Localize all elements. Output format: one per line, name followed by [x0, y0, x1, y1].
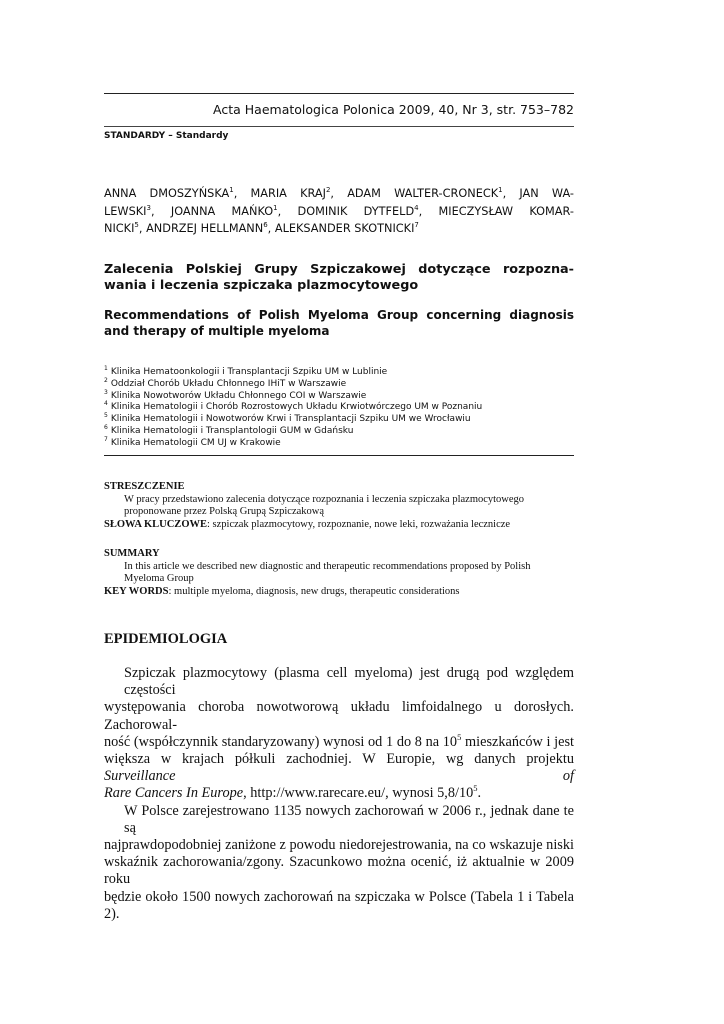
affiliation-item [104, 435, 574, 450]
paragraph-1-line-5-tail: . [477, 785, 482, 802]
paragraph-1-line-1: Szpiczak plazmocytowy (plasma cell myeloma) jest drugą pod względem częstości [124, 665, 574, 699]
superscript: 5 [473, 783, 478, 794]
author-text: , ANDRZEJ HELLMANN [138, 222, 264, 235]
epidemiology-body [104, 665, 574, 923]
paragraph-1-line-3-tail: mieszkańców i jest [461, 733, 574, 750]
affiliation-marker: 1 [229, 186, 234, 195]
epidemiology-heading: EPIDEMIOLOGIA [104, 631, 228, 647]
author-text: LEWSKI [104, 204, 147, 218]
affiliation-item [104, 388, 574, 403]
author-text: NICKI [104, 222, 135, 235]
author-text: , MIECZYSŁAW KOMAR- [418, 204, 574, 218]
title-polish [104, 262, 574, 294]
affiliation-text: Klinika Hematologii i Transplantologii GUM w Gdańsku [110, 425, 354, 436]
keywords-english-label: KEY WORDS [104, 586, 169, 598]
affiliation-marker: 4 [414, 203, 419, 212]
project-name-part-2: Rare Cancers In Europe [104, 785, 244, 802]
affiliation-number: 2 [104, 376, 108, 384]
author-text: , JOANNA MAŃKO [150, 204, 274, 218]
affiliation-item [104, 414, 574, 426]
keywords-polish-text: : szpiczak plazmocytowy, rozpoznanie, nowe leki, rozważania lecznicze [207, 519, 511, 531]
affiliations-rule [104, 455, 574, 456]
keywords-english-text: : multiple myeloma, diagnosis, new drugs, therapeutic considerations [168, 586, 460, 598]
paragraph-2-line-2: najprawdopodobniej zaniżone z powodu niedorejestrowania, na co wskazuje niski [104, 837, 574, 854]
abstract-english-heading: SUMMARY [104, 548, 160, 559]
affiliation-text: Klinika Hematologii CM UJ w Krakowie [110, 437, 281, 448]
paragraph-2 [104, 803, 574, 923]
title-english [104, 308, 574, 339]
title-english-line-2: and therapy of multiple myeloma [104, 323, 330, 338]
paragraph-1-line-4 [104, 751, 574, 785]
affiliation-number: 7 [104, 435, 108, 443]
affiliation-item [104, 402, 574, 414]
author-line [104, 203, 574, 221]
title-polish-line-2: wania i leczenia szpiczaka plazmocytowego [104, 278, 419, 293]
author-text: , JAN WA- [502, 187, 574, 200]
keywords-english [104, 586, 574, 599]
abstract-english-line-1: In this article we described new diagnostic and therapeutic recommendations proposed by Polish [124, 560, 531, 572]
title-english-line-1: Recommendations of Polish Myeloma Group concerning diagnosis [104, 308, 574, 322]
author-text: , ALEKSANDER SKOTNICKI [267, 222, 415, 235]
affiliation-text: Oddział Chorób Układu Chłonnego IHiT w Warszawie [110, 378, 347, 389]
affiliation-marker: 1 [273, 203, 278, 212]
paragraph-1 [104, 665, 574, 803]
abstract-english-body [104, 561, 564, 586]
author-text: ANNA DMOSZYŃSKA [104, 187, 230, 200]
paragraph-1-line-4-text: większa w krajach półkuli zachodniej. W Europie, wg danych projektu [104, 751, 574, 768]
author-line [104, 185, 574, 203]
affiliation-text: Klinika Hematologii i Chorób Rozrostowych Układu Krwiotwórczego UM w Poznaniu [110, 402, 483, 413]
journal-reference: Acta Haematologica Polonica 2009, 40, Nr 3, str. 753–782 [213, 102, 574, 117]
section-tag: STANDARDY – Standardy [104, 131, 229, 141]
affiliation-marker: 5 [134, 221, 139, 230]
affiliation-number: 1 [104, 365, 108, 372]
superscript: 5 [457, 732, 462, 743]
paragraph-1-line-2: występowania choroba nowotworową układu limfoidalnego u dorosłych. Zachorowal- [104, 699, 574, 733]
paragraph-1-line-5 [104, 785, 574, 802]
project-name-part-1: Surveillance of [104, 768, 574, 785]
author-text: , ADAM WALTER-CRONECK [330, 187, 499, 200]
author-text: , DOMINIK DYTFELD [277, 204, 415, 218]
affiliation-number: 5 [104, 412, 108, 420]
abstract-english-line-2: Myeloma Group [124, 573, 194, 585]
header-top-rule [104, 93, 574, 94]
title-polish-line-1: Zalecenia Polskiej Grupy Szpiczakowej dotyczące rozpozna- [104, 262, 574, 277]
author-text: , MARIA KRAJ [233, 187, 326, 200]
abstract-polish-line-2: proponowane przez Polską Grupą Szpiczakową [124, 506, 325, 518]
affiliation-marker: 7 [414, 221, 419, 230]
paragraph-2-line-1: W Polsce zarejestrowano 1135 nowych zachorowań w 2006 r., jednak dane te są [124, 802, 574, 836]
abstract-english [104, 548, 574, 599]
affiliation-marker: 1 [498, 186, 503, 195]
keywords-polish-label: SŁOWA KLUCZOWE [104, 519, 207, 531]
abstract-polish [104, 481, 574, 532]
affiliation-text: Klinika Nowotworów Układu Chłonnego COI w Warszawie [110, 390, 367, 401]
paragraph-2-line-3: wskaźnik zachorowania/zgony. Szacunkowo można ocenić, iż aktualnie w 2009 roku [104, 854, 574, 888]
abstract-polish-body [104, 494, 564, 519]
affiliation-item [104, 376, 574, 391]
abstract-polish-heading: STRESZCZENIE [104, 481, 185, 492]
affiliation-item [104, 367, 574, 379]
affiliation-item [104, 423, 574, 438]
affiliations-list [104, 367, 574, 450]
paragraph-1-line-3-text: ność (współczynnik standaryzowany) wynosi od 1 do 8 na 10 [104, 733, 458, 750]
affiliation-number: 4 [104, 400, 108, 408]
affiliation-marker: 6 [263, 221, 268, 230]
author-list [104, 185, 574, 238]
affiliation-marker: 3 [146, 203, 151, 212]
keywords-polish [104, 519, 574, 532]
affiliation-text: Klinika Hematologii i Nowotworów Krwi i Transplantacji Szpiku UM we Wrocławiu [110, 414, 471, 425]
affiliation-number: 6 [104, 423, 108, 431]
header-bottom-rule [104, 126, 574, 127]
paragraph-1-line-5-text: , http://www.rarecare.eu/, wynosi 5,8/10 [243, 785, 474, 802]
paragraph-1-line-3 [104, 734, 574, 751]
author-line [104, 220, 574, 238]
affiliation-number: 3 [104, 388, 108, 396]
abstract-polish-line-1: W pracy przedstawiono zalecenia dotyczące rozpoznania i leczenia szpiczaka plazmocytowego [124, 493, 525, 505]
affiliation-text: Klinika Hematoonkologii i Transplantacji Szpiku UM w Lublinie [110, 367, 388, 377]
affiliation-marker: 2 [325, 186, 331, 195]
paragraph-2-line-4: będzie około 1500 nowych zachorowań na szpiczaka w Polsce (Tabela 1 i Tabela 2). [104, 888, 574, 922]
